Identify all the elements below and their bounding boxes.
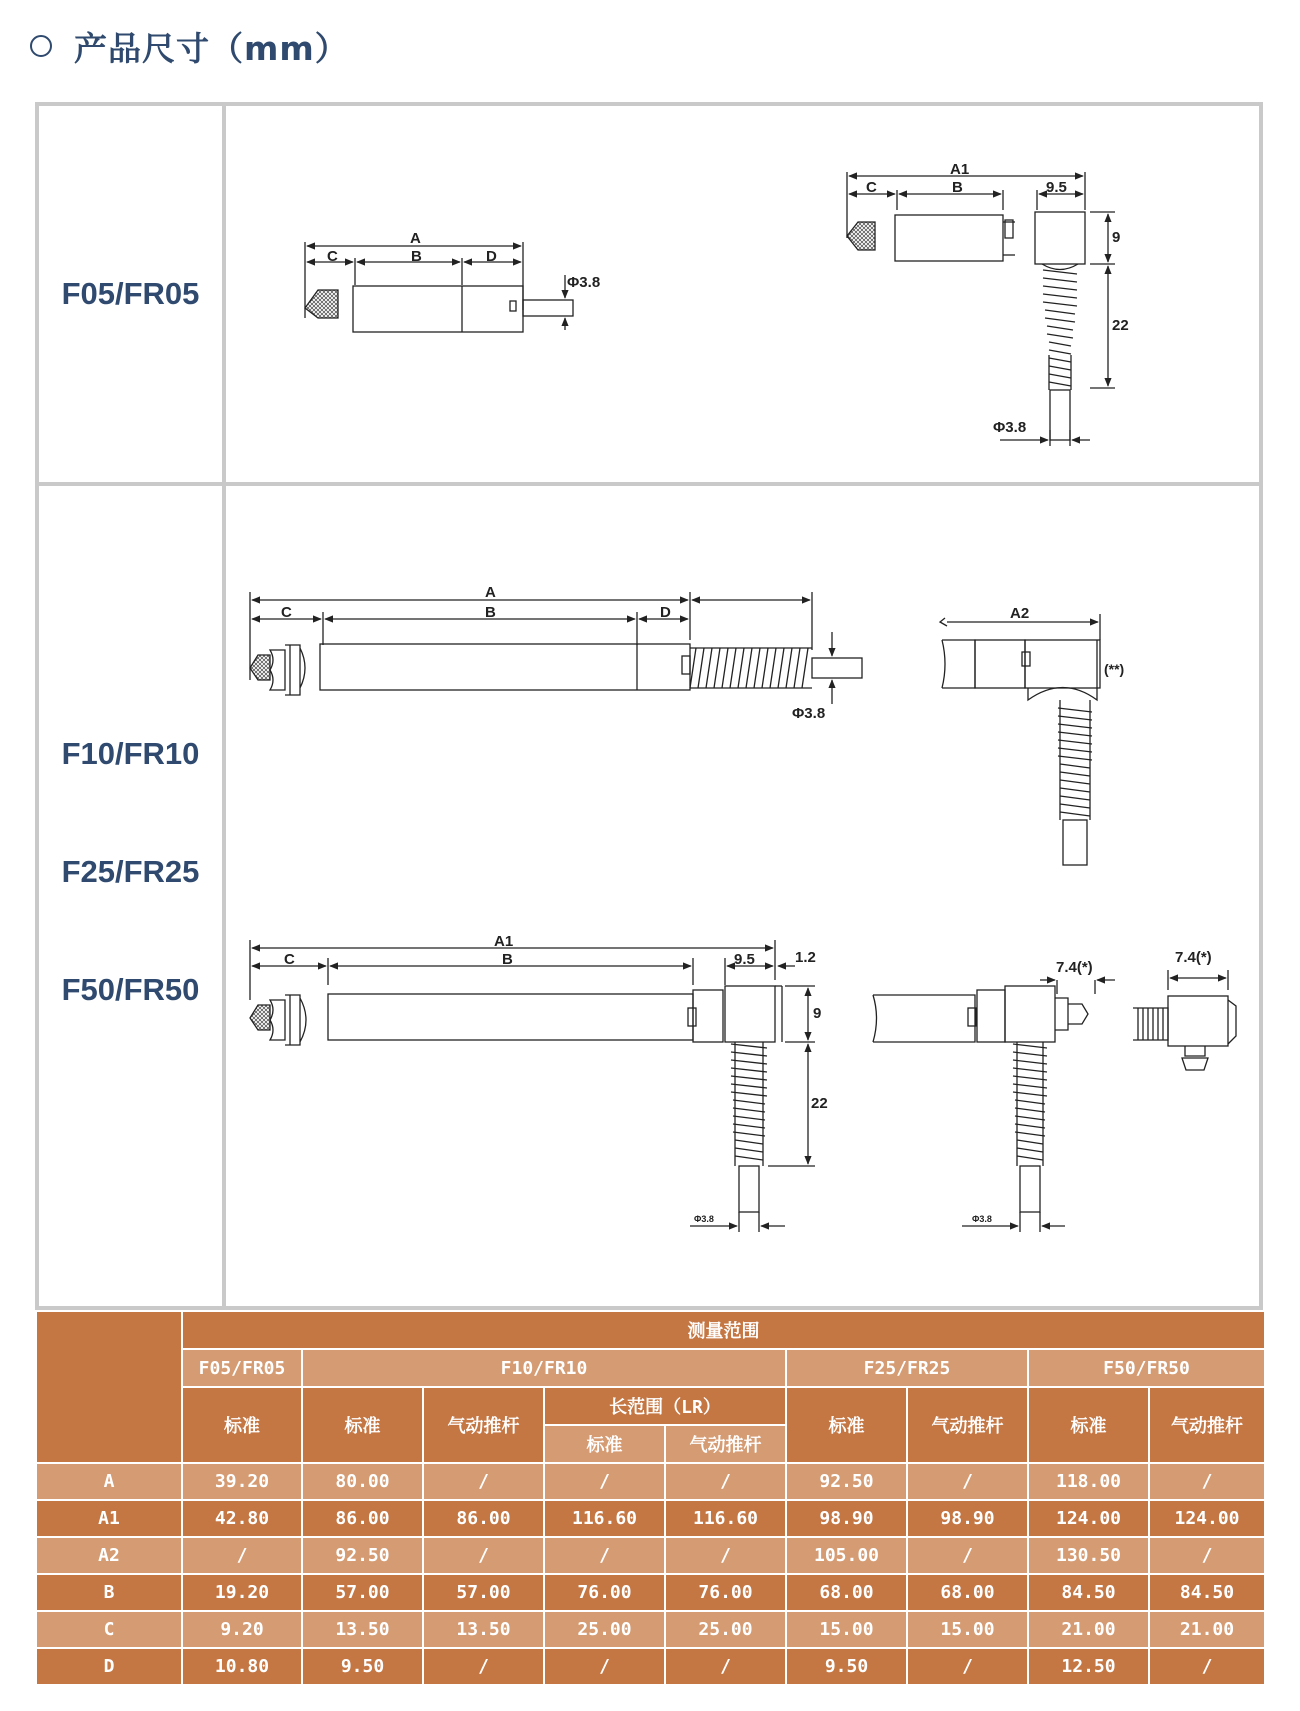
model-label-f05: F05/FR05	[61, 276, 200, 311]
table-cell: /	[907, 1537, 1028, 1574]
dim-f10-a: A	[485, 584, 496, 601]
table-cell: 25.00	[665, 1611, 786, 1648]
table-cell: 92.50	[786, 1463, 907, 1500]
table-cell: 124.00	[1149, 1500, 1265, 1537]
table-cell: 116.60	[544, 1500, 665, 1537]
dim-f05-d: D	[486, 248, 497, 265]
dim-f50-dia: Φ3.8	[694, 1214, 714, 1224]
dim-f10-c: C	[281, 604, 292, 621]
table-col-std-f10: 标准	[302, 1387, 423, 1463]
dim-f05-a: A	[410, 230, 421, 247]
spring-f10-a2	[1058, 700, 1092, 820]
table-cell: 116.60	[665, 1500, 786, 1537]
dim-f05-c: C	[327, 248, 338, 265]
drawing-f05-straight	[305, 230, 600, 332]
table-group-title: 测量范围	[182, 1311, 1265, 1349]
dim-f05a-9: 9	[1112, 229, 1121, 246]
table-row	[36, 1500, 1265, 1537]
dim-f10-dstar: (**)	[1104, 661, 1125, 677]
dim-f05a-dia: Φ3.8	[993, 419, 1027, 436]
table-row	[36, 1574, 1265, 1611]
row-label: A2	[36, 1537, 182, 1574]
table-cell: /	[665, 1463, 786, 1500]
table-cell: 98.90	[786, 1500, 907, 1537]
table-cell: 80.00	[302, 1463, 423, 1500]
table-cell: 25.00	[544, 1611, 665, 1648]
table-cell: 21.00	[1028, 1611, 1149, 1648]
table-cell: 15.00	[907, 1611, 1028, 1648]
drawing-f50-pneumatic	[873, 959, 1115, 1232]
table-cell: /	[665, 1648, 786, 1685]
table-cell: 57.00	[423, 1574, 544, 1611]
dim-f50-a1: A1	[494, 933, 514, 950]
drawing-f10-straight	[250, 584, 862, 722]
table-cell: 57.00	[302, 1574, 423, 1611]
table-cell: /	[423, 1648, 544, 1685]
table-cell: /	[544, 1648, 665, 1685]
table-col-long-range: 长范围（LR）	[544, 1387, 786, 1425]
table-cell: /	[665, 1537, 786, 1574]
dim-f05-b: B	[411, 248, 422, 265]
table-col-lr-pneu: 气动推杆	[665, 1425, 786, 1463]
table-col-std-f25: 标准	[786, 1387, 907, 1463]
table-model-f10: F10/FR10	[302, 1349, 786, 1387]
table-col-std-f50: 标准	[1028, 1387, 1149, 1463]
table-cell: 92.50	[302, 1537, 423, 1574]
dim-f05a-c: C	[866, 179, 877, 196]
table-row	[36, 1463, 1265, 1500]
table-cell: 9.50	[786, 1648, 907, 1685]
table-cell: 13.50	[302, 1611, 423, 1648]
row-label: A1	[36, 1500, 182, 1537]
dim-f50p-dia: Φ3.8	[972, 1214, 992, 1224]
table-col-lr-std: 标准	[544, 1425, 665, 1463]
table-cell: 76.00	[665, 1574, 786, 1611]
table-cell: 9.50	[302, 1648, 423, 1685]
table-row	[36, 1648, 1265, 1685]
dim-f50-95: 9.5	[734, 951, 755, 968]
table-cell: /	[907, 1463, 1028, 1500]
table-corner	[36, 1311, 182, 1463]
dim-f05-dia: Φ3.8	[567, 274, 601, 291]
table-col-pneu-f50: 气动推杆	[1149, 1387, 1265, 1463]
table-cell: 98.90	[907, 1500, 1028, 1537]
spring-f05a	[1043, 270, 1077, 390]
table-cell: /	[423, 1463, 544, 1500]
table-cell: 84.50	[1028, 1574, 1149, 1611]
table-model-f25: F25/FR25	[786, 1349, 1028, 1387]
measurement-range-table	[35, 1310, 1266, 1686]
row-label: C	[36, 1611, 182, 1648]
table-cell: 105.00	[786, 1537, 907, 1574]
dim-f50e-74: 7.4(*)	[1175, 949, 1212, 966]
table-cell: 68.00	[786, 1574, 907, 1611]
dim-f10-b: B	[485, 604, 496, 621]
drawing-f05-angle	[847, 161, 1129, 446]
dim-f10-dia: Φ3.8	[792, 705, 826, 722]
table-cell: 68.00	[907, 1574, 1028, 1611]
row-label: D	[36, 1648, 182, 1685]
table-cell: /	[544, 1537, 665, 1574]
drawing-f50-endview	[1133, 949, 1236, 1070]
dim-f50-c: C	[284, 951, 295, 968]
spring-f50	[731, 1042, 767, 1166]
table-row	[36, 1611, 1265, 1648]
table-cell: 124.00	[1028, 1500, 1149, 1537]
table-col-std-f05: 标准	[182, 1387, 302, 1463]
table-cell: 84.50	[1149, 1574, 1265, 1611]
dim-f05a-b: B	[952, 179, 963, 196]
table-cell: 10.80	[182, 1648, 302, 1685]
table-cell: 19.20	[182, 1574, 302, 1611]
spring-f10	[690, 648, 812, 688]
model-label-f10: F10/FR10	[61, 736, 200, 771]
table-row	[36, 1537, 1265, 1574]
table-cell: 9.20	[182, 1611, 302, 1648]
row-label: A	[36, 1463, 182, 1500]
dim-f50p-74: 7.4(*)	[1056, 959, 1093, 976]
table-cell: 76.00	[544, 1574, 665, 1611]
model-label-f25: F25/FR25	[61, 854, 200, 889]
table-cell: 86.00	[302, 1500, 423, 1537]
table-model-f05: F05/FR05	[182, 1349, 302, 1387]
dim-f05a-95: 9.5	[1046, 179, 1067, 196]
table-model-f50: F50/FR50	[1028, 1349, 1265, 1387]
table-cell: 15.00	[786, 1611, 907, 1648]
model-label-f50: F50/FR50	[61, 972, 200, 1007]
dim-f10-d: D	[660, 604, 671, 621]
table-cell: /	[182, 1537, 302, 1574]
table-cell: 86.00	[423, 1500, 544, 1537]
table-cell: /	[423, 1537, 544, 1574]
table-cell: /	[1149, 1648, 1265, 1685]
table-cell: 130.50	[1028, 1537, 1149, 1574]
row-label: B	[36, 1574, 182, 1611]
table-cell: 118.00	[1028, 1463, 1149, 1500]
spring-f50p	[1013, 1042, 1047, 1166]
table-cell: 42.80	[182, 1500, 302, 1537]
table-cell: 13.50	[423, 1611, 544, 1648]
dim-f50-22: 22	[811, 1095, 828, 1112]
dim-f05a-22: 22	[1112, 317, 1129, 334]
dim-f50-b: B	[502, 951, 513, 968]
dim-f50-9: 9	[813, 1005, 822, 1022]
drawing-f10-a2	[940, 605, 1124, 865]
table-cell: 21.00	[1149, 1611, 1265, 1648]
table-cell: /	[907, 1648, 1028, 1685]
dim-f50-12: 1.2	[795, 949, 816, 966]
table-col-pneu-f10: 气动推杆	[423, 1387, 544, 1463]
table-cell: 12.50	[1028, 1648, 1149, 1685]
table-cell: 39.20	[182, 1463, 302, 1500]
section-title: 产品尺寸（mm）	[74, 28, 349, 68]
dim-f10-a2: A2	[1010, 605, 1030, 622]
drawing-f50-angle	[250, 933, 828, 1232]
table-cell: /	[544, 1463, 665, 1500]
table-cell: /	[1149, 1463, 1265, 1500]
table-cell: /	[1149, 1537, 1265, 1574]
table-col-pneu-f25: 气动推杆	[907, 1387, 1028, 1463]
dim-f05a-a1: A1	[950, 161, 970, 178]
